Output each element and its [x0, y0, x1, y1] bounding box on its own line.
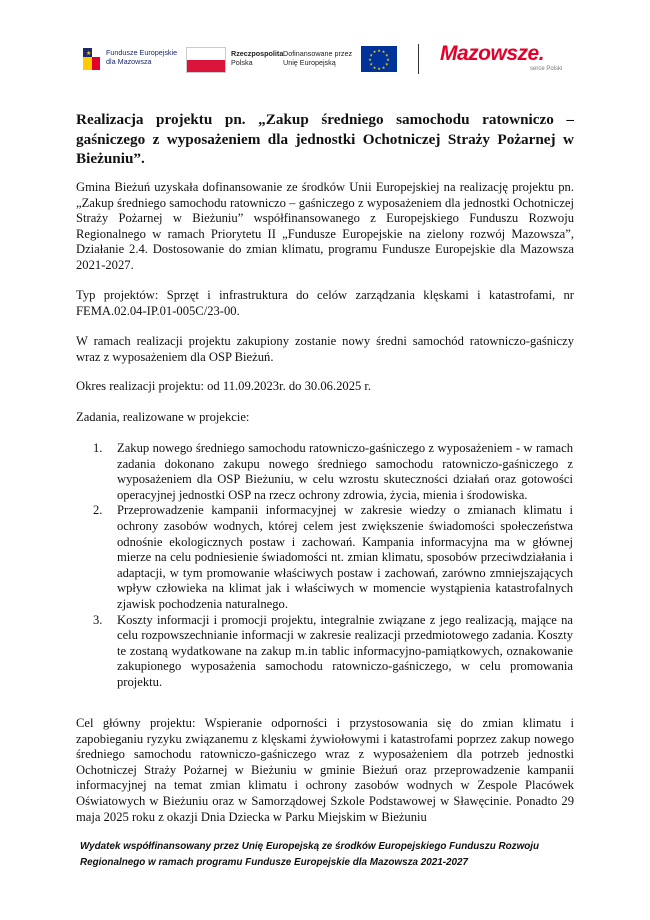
logo-divider [418, 44, 419, 74]
purchase-paragraph: W ramach realizacji projektu zakupiony zostanie nowy średni samochód ratowniczo-gaśniczy wraz z wyposażeniem dla OSP Bieżuń. [76, 334, 574, 364]
list-item-number: 1. [93, 441, 103, 455]
list-item [93, 613, 573, 691]
svg-text:★: ★ [86, 50, 92, 57]
logo-bar [80, 40, 580, 80]
project-type-paragraph: Typ projektów: Sprzęt i infrastruktura do celów zarządzania klęskami i katastrofami, nr FEMA.02.04-IP.01-005C/23-00. [76, 288, 574, 318]
svg-text:★: ★ [385, 52, 389, 58]
mazowsze-logo-name: Mazowsze. [440, 42, 545, 65]
goal-paragraph: Cel główny projektu: Wspieranie odporności i przystosowania się do zmian klimatu i zapobieganiu ryzyku związanemu z klęskami żywiołowymi i katastrofami poprzez zakup nowego średniego samochodu ratowniczo-gaśniczego wraz z wyposażeniem dla potrzeb jednostki Ochotniczej Straży Pożarnej w Bieżuniu w gminie Bieżuń oraz przeprowadzenie kampanii informacyjnej na temat zmian klimatu i ochrony zasobów wodnych w Zespole Placówek Oświatowych w Bieżuniu oraz w Samorządowej Szkole Podstawowej w Sławęcinie. Ponadto 29 maja 2025 roku z okazji Dnia Dziecka w Parku Miejskim w Bieżuniu [76, 716, 574, 824]
intro-paragraph: Gmina Bieżuń uzyskała dofinansowanie ze środków Unii Europejskiej na realizację projektu pn. „Zakup średniego samochodu ratowniczo – gaśniczego z wyposażeniem dla jednostki Ochotniczej Straży Pożarnej w Bieżuniu” współfinansowanego z Europejskiego Funduszu Rozwoju Regionalnego w ramach Priorytetu II „Fundusze Europejskie na zielony rozwój Mazowsza”, Działanie 2.4. Dostosowanie do zmian klimatu, programu Fundusze Europejskie dla Mazowsza 2021-2027. [76, 180, 574, 272]
svg-text:★: ★ [385, 61, 389, 67]
eu-funding-logo [283, 44, 433, 76]
polish-flag-icon [186, 47, 226, 73]
svg-text:★: ★ [377, 48, 381, 53]
list-item-text: Koszty informacji i promocji projektu, integralnie związane z jego realizacją, mające na celu rozpowszechnianie informacji w zakresie realizacji przedmiotowego zadania. Koszty te zostaną wydatkowane na zakup m.in tablic informacyjno-pamiątkowych, oznakowanie zakupionego wyposażenia samochodu ratowniczo-gaśniczego, w celu promowania projektu. [117, 612, 573, 689]
svg-text:★: ★ [368, 57, 372, 62]
eu-logo-line2: Unię Europejską [283, 57, 336, 67]
document-title: Realizacja projektu pn. „Zakup średniego samochodu ratowniczo – gaśniczego z wyposażeniem dla jednostki Ochotniczej Straży Pożarnej w Bieżuniu”. [76, 111, 574, 167]
eu-flag-icon [361, 46, 397, 72]
eu-logo-line1: Dofinansowane przez [283, 49, 353, 58]
list-item-number: 3. [93, 612, 103, 627]
svg-text:★: ★ [386, 57, 390, 62]
fe-star-icon [80, 44, 102, 74]
list-item [93, 441, 573, 503]
tasks-list [93, 441, 573, 691]
list-item-text: Przeprowadzenie kampanii informacyjnej w zakresie wiedzy o zmianach klimatu i ochrony zasobów wodnych, której celem jest zwiększenie świadomości społeczeństwa odnośnie ekologicznych postaw i zachowań. Kampania informacyjna ma w głównej mierze na celu podniesienie świadomości nt. zmian klimatu, sposobów przeciwdziałania i adaptacji, w tym promowanie właściwych postaw i zachowań, zarówno zmniejszających wpływ człowieka na klimat jak i właściwych w momencie wystąpienia katastrofalnych zjawisk pochodzenia naturalnego. [117, 503, 573, 611]
list-item [93, 503, 573, 612]
svg-text:★: ★ [369, 61, 373, 67]
tasks-heading: Zadania, realizowane w projekcie: [76, 410, 250, 424]
pl-logo-line2: Polska [231, 57, 253, 67]
svg-text:★: ★ [381, 49, 386, 55]
rzeczpospolita-polska-logo [186, 44, 296, 76]
fe-logo-line1: Fundusze Europejskie [106, 48, 178, 57]
svg-text:★: ★ [377, 66, 381, 71]
mazowsze-logo-tagline: serce Polski [530, 66, 563, 72]
svg-text:★: ★ [372, 49, 377, 55]
list-item-text: Zakup nowego średniego samochodu ratowniczo-gaśniczego z wyposażeniem - w ramach zadania dokonano zakupu nowego średniego samochodu ratowniczo-gaśniczego z wyposażeniem dla OSP Bieżuniu, w celu wzrostu skuteczności działań oraz gotowości operacyjnej jednostki OSP na rzecz ochrony zdrowia, życia, mienia i środowiska. [117, 441, 573, 502]
svg-text:★: ★ [369, 52, 373, 58]
svg-text:★: ★ [372, 64, 377, 70]
list-item-number: 2. [93, 503, 103, 518]
pl-logo-line1: Rzeczpospolita [231, 49, 284, 58]
period-paragraph: Okres realizacji projektu: od 11.09.2023r. do 30.06.2025 r. [76, 379, 372, 393]
funding-footer: Wydatek współfinansowany przez Unię Europejską ze środków Europejskiego Funduszu Rozwoju Regionalnego w ramach programu Fundusze Europejskie dla Mazowsza 2021-2027 [80, 841, 540, 868]
fe-logo-line2: dla Mazowsza [106, 56, 152, 66]
mazowsze-logo [440, 40, 580, 80]
svg-text:★: ★ [381, 64, 386, 70]
